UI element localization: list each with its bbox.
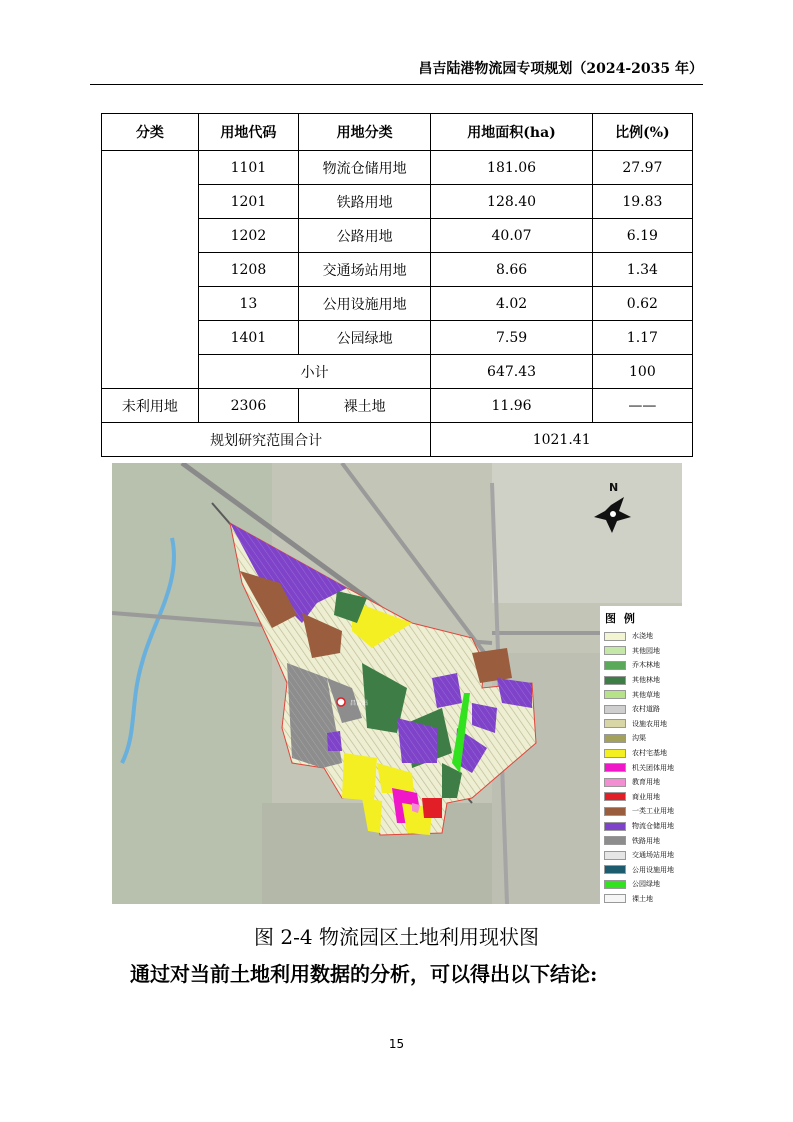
legend-swatch bbox=[604, 632, 626, 641]
legend-item bbox=[604, 863, 682, 878]
legend-label: 乔木林地 bbox=[632, 661, 660, 670]
legend-label: 一类工业用地 bbox=[632, 807, 674, 816]
cell-code: 1401 bbox=[198, 321, 298, 355]
legend-label: 其他林地 bbox=[632, 676, 660, 685]
station-label: 昌吉站 bbox=[350, 700, 369, 707]
legend-item bbox=[604, 848, 682, 863]
header-ratio: 比例(%) bbox=[592, 114, 692, 151]
legend-item bbox=[604, 746, 682, 761]
header-type: 用地分类 bbox=[298, 114, 430, 151]
cell-code: 1101 bbox=[198, 151, 298, 185]
legend-swatch bbox=[604, 822, 626, 831]
header-code: 用地代码 bbox=[198, 114, 298, 151]
legend-item bbox=[604, 877, 682, 892]
cell-type: 公路用地 bbox=[298, 219, 430, 253]
farmland-northeast bbox=[492, 463, 682, 603]
cell-area: 8.66 bbox=[431, 253, 592, 287]
subtotal-label: 小计 bbox=[198, 355, 430, 389]
page-number: 15 bbox=[388, 1037, 405, 1051]
subtotal-ratio: 100 bbox=[592, 355, 692, 389]
land-use-table bbox=[101, 113, 693, 457]
cell-ratio: 27.97 bbox=[592, 151, 692, 185]
legend-swatch bbox=[604, 865, 626, 874]
legend-item bbox=[604, 658, 682, 673]
legend-label: 其他园地 bbox=[632, 646, 660, 655]
header-category: 分类 bbox=[102, 114, 199, 151]
legend-label: 农村宅基地 bbox=[632, 749, 667, 758]
legend-swatch bbox=[604, 778, 626, 787]
map-legend bbox=[600, 606, 682, 904]
cell-code: 1201 bbox=[198, 185, 298, 219]
legend-list bbox=[600, 629, 682, 904]
legend-item bbox=[604, 804, 682, 819]
legend-item bbox=[604, 687, 682, 702]
cell-ratio: 1.34 bbox=[592, 253, 692, 287]
legend-swatch bbox=[604, 763, 626, 772]
legend-swatch bbox=[604, 894, 626, 903]
total-label: 规划研究范围合计 bbox=[102, 423, 431, 457]
legend-swatch bbox=[604, 792, 626, 801]
cell-area: 4.02 bbox=[431, 287, 592, 321]
legend-label: 设施农用地 bbox=[632, 719, 667, 728]
legend-label: 裸土地 bbox=[632, 894, 653, 903]
table-row bbox=[102, 151, 693, 185]
unused-type: 裸土地 bbox=[298, 389, 430, 423]
cell-area: 181.06 bbox=[431, 151, 592, 185]
legend-item bbox=[604, 717, 682, 732]
legend-label: 教育用地 bbox=[632, 778, 660, 787]
patch-rural-housing bbox=[342, 753, 377, 801]
legend-label: 农村道路 bbox=[632, 705, 660, 714]
legend-item bbox=[604, 644, 682, 659]
legend-item bbox=[604, 731, 682, 746]
total-row bbox=[102, 423, 693, 457]
legend-swatch bbox=[604, 734, 626, 743]
legend-swatch bbox=[604, 836, 626, 845]
cell-code: 1202 bbox=[198, 219, 298, 253]
cell-code: 1208 bbox=[198, 253, 298, 287]
legend-swatch bbox=[604, 705, 626, 714]
legend-swatch bbox=[604, 851, 626, 860]
legend-swatch bbox=[604, 676, 626, 685]
legend-label: 水浇地 bbox=[632, 632, 653, 641]
patch-logistics bbox=[432, 673, 462, 708]
total-area: 1021.41 bbox=[431, 423, 693, 457]
figure-caption: 图 2-4 物流园区土地利用现状图 bbox=[254, 925, 539, 949]
document-header: 昌吉陆港物流园专项规划（2024-2035 年） bbox=[418, 61, 703, 77]
legend-item bbox=[604, 790, 682, 805]
legend-item bbox=[604, 702, 682, 717]
legend-swatch bbox=[604, 690, 626, 699]
legend-item bbox=[604, 892, 682, 904]
patch-logistics bbox=[327, 731, 342, 751]
cell-area: 40.07 bbox=[431, 219, 592, 253]
legend-swatch bbox=[604, 719, 626, 728]
legend-title: 图 例 bbox=[605, 612, 637, 625]
cell-ratio: 1.17 bbox=[592, 321, 692, 355]
legend-label: 其他草地 bbox=[632, 690, 660, 699]
legend-item bbox=[604, 775, 682, 790]
cell-area: 7.59 bbox=[431, 321, 592, 355]
legend-swatch bbox=[604, 880, 626, 889]
legend-label: 机关团体用地 bbox=[632, 763, 674, 772]
cell-type: 交通场站用地 bbox=[298, 253, 430, 287]
north-label: N bbox=[609, 481, 619, 494]
cell-code: 13 bbox=[198, 287, 298, 321]
cell-type: 铁路用地 bbox=[298, 185, 430, 219]
header-area: 用地面积(ha) bbox=[431, 114, 592, 151]
legend-label: 商业用地 bbox=[632, 792, 660, 801]
legend-swatch bbox=[604, 749, 626, 758]
unused-area: 11.96 bbox=[431, 389, 592, 423]
cell-ratio: 19.83 bbox=[592, 185, 692, 219]
legend-swatch bbox=[604, 646, 626, 655]
legend-swatch bbox=[604, 807, 626, 816]
legend-label: 铁路用地 bbox=[632, 836, 660, 845]
legend-label: 交通场站用地 bbox=[632, 851, 674, 860]
legend-item bbox=[604, 819, 682, 834]
cell-ratio: 6.19 bbox=[592, 219, 692, 253]
cell-ratio: 0.62 bbox=[592, 287, 692, 321]
legend-label: 公用设施用地 bbox=[632, 865, 674, 874]
cell-type: 公园绿地 bbox=[298, 321, 430, 355]
category-cell-empty bbox=[102, 151, 199, 389]
legend-item bbox=[604, 760, 682, 775]
conclusion-text: 通过对当前土地利用数据的分析，可以得出以下结论: bbox=[130, 962, 598, 986]
legend-label: 物流仓储用地 bbox=[632, 822, 674, 831]
legend-item bbox=[604, 629, 682, 644]
cell-type: 公用设施用地 bbox=[298, 287, 430, 321]
header-rule bbox=[90, 84, 703, 85]
legend-label: 沟渠 bbox=[632, 734, 646, 743]
unused-land-row bbox=[102, 389, 693, 423]
table-header-row bbox=[102, 114, 693, 151]
unused-category: 未利用地 bbox=[102, 389, 199, 423]
cell-type: 物流仓储用地 bbox=[298, 151, 430, 185]
subtotal-area: 647.43 bbox=[431, 355, 592, 389]
legend-item bbox=[604, 833, 682, 848]
station-icon bbox=[337, 698, 345, 706]
legend-swatch bbox=[604, 661, 626, 670]
map-canvas bbox=[112, 463, 682, 904]
unused-code: 2306 bbox=[198, 389, 298, 423]
legend-item bbox=[604, 673, 682, 688]
cell-area: 128.40 bbox=[431, 185, 592, 219]
land-use-map bbox=[112, 463, 682, 904]
legend-label: 公园绿地 bbox=[632, 880, 660, 889]
patch-commercial bbox=[422, 798, 442, 818]
unused-ratio: —— bbox=[592, 389, 692, 423]
